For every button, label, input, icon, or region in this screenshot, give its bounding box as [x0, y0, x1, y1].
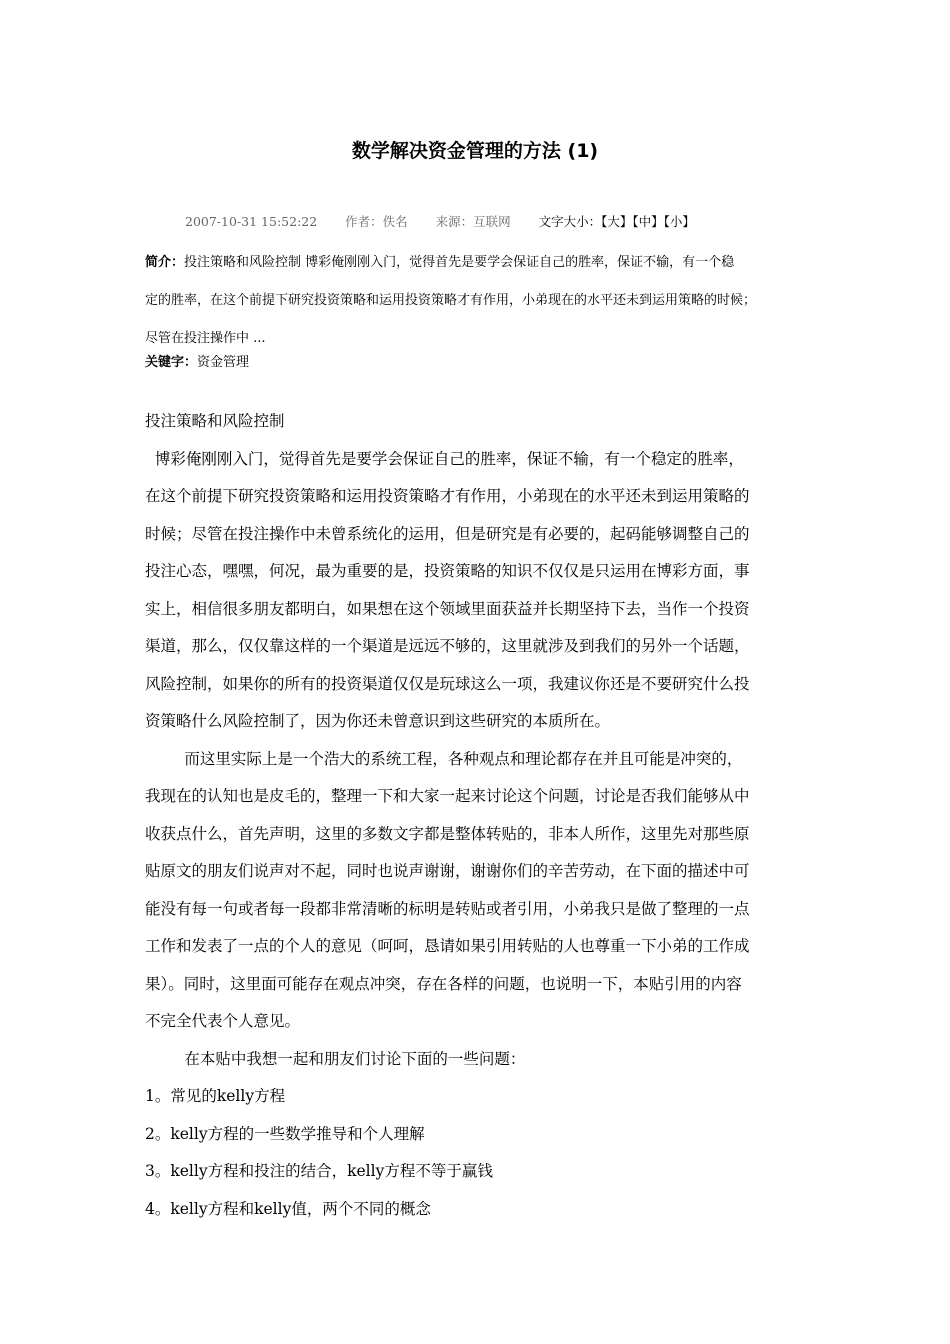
article-meta [185, 212, 695, 230]
body-line: 不完全代表个人意见。 [145, 1012, 301, 1030]
article-keywords [145, 352, 249, 374]
author-label: 作者：佚名 [345, 214, 408, 229]
summary-line: 定的胜率，在这个前提下研究投资策略和运用投资策略才有作用，小弟现在的水平还未到运用策略的时候； [145, 293, 757, 308]
body-line: 博彩俺刚刚入门，觉得首先是要学会保证自己的胜率，保证不输，有一个稳定的胜率， [145, 449, 744, 468]
summary-label: 简介： [145, 255, 185, 270]
body-line: 4。kelly方程和kelly值，两个不同的概念 [145, 1199, 431, 1218]
body-line: 在本贴中我想一起和朋友们讨论下面的一些问题： [145, 1049, 526, 1068]
article-body [145, 403, 805, 1228]
font-size-selector[interactable]: 文字大小：【大】【中】【小】 [538, 214, 695, 229]
body-line: 贴原文的朋友们说声对不起，同时也说声谢谢，谢谢你们的辛苦劳动，在下面的描述中可 [145, 862, 750, 880]
summary-text: 投注策略和风险控制 博彩俺刚刚入门，觉得首先是要学会保证自己的胜率，保证不输，有一个稳 [184, 255, 735, 270]
summary-line: 尽管在投注操作中 ... [145, 331, 266, 346]
body-line: 渠道，那么，仅仅靠这样的一个渠道是远远不够的，这里就涉及到我们的另外一个话题， [145, 637, 750, 655]
body-line: 工作和发表了一点的个人的意见（呵呵，恳请如果引用转贴的人也尊重一下小弟的工作成 [145, 937, 750, 955]
article-title: 数学解决资金管理的方法 (1) [351, 140, 599, 162]
body-line: 在这个前提下研究投资策略和运用投资策略才有作用，小弟现在的水平还未到运用策略的 [145, 487, 750, 505]
body-line: 实上，相信很多朋友都明白，如果想在这个领域里面获益并长期坚持下去，当作一个投资 [145, 599, 750, 618]
keywords-value: 资金管理 [197, 355, 250, 370]
body-line: 风险控制，如果你的所有的投资渠道仅仅是玩球这么一项，我建议你还是不要研究什么投 [145, 674, 750, 693]
keywords-label: 关键字： [145, 355, 198, 370]
body-line: 1。常见的kelly方程 [145, 1087, 286, 1105]
body-line: 我现在的认知也是皮毛的，整理一下和大家一起来讨论这个问题，讨论是否我们能够从中 [145, 787, 750, 805]
body-line: 时候；尽管在投注操作中未曾系统化的运用，但是研究是有必要的，起码能够调整自己的 [145, 524, 750, 543]
body-line: 2。kelly方程的一些数学推导和个人理解 [145, 1124, 425, 1143]
body-line: 能没有每一句或者每一段都非常清晰的标明是转贴或者引用，小弟我只是做了整理的一点 [145, 899, 750, 918]
source-label: 来源：互联网 [435, 214, 511, 229]
body-line: 资策略什么风险控制了，因为你还未曾意识到这些研究的本质所在。 [145, 712, 611, 730]
body-line: 投注心态，嘿嘿，何况，最为重要的是，投资策略的知识不仅仅是只运用在博彩方面，事 [145, 562, 750, 580]
body-line: 而这里实际上是一个浩大的系统工程，各种观点和理论都存在并且可能是冲突的， [145, 749, 743, 768]
body-line: 投注策略和风险控制 [145, 412, 285, 430]
publish-datetime: 2007-10-31 15:52:22 [185, 214, 318, 229]
article-summary [145, 244, 805, 358]
body-line: 收获点什么，首先声明，这里的多数文字都是整体转贴的，非本人所作，这里先对那些原 [145, 824, 750, 843]
body-line: 3。kelly方程和投注的结合，kelly方程不等于赢钱 [145, 1162, 493, 1180]
summary-line [145, 244, 805, 282]
body-line: 果）。同时，这里面可能存在观点冲突，存在各样的问题，也说明一下，本贴引用的内容 [145, 974, 742, 993]
